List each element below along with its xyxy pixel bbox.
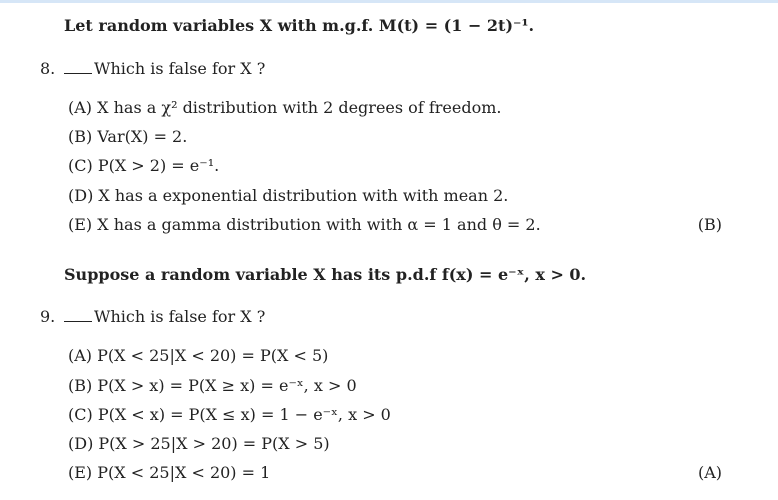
question-8-prompt-row <box>64 59 265 79</box>
q8-option-b: (B) Var(X) = 2. <box>68 127 188 146</box>
q9-option-b: (B) P(X > x) = P(X ≥ x) = e⁻ˣ, x > 0 <box>68 376 357 395</box>
question-number-9: 9. <box>40 307 56 326</box>
q8-option-c: (C) P(X > 2) = e⁻¹. <box>68 156 220 175</box>
question-number-8: 8. <box>40 59 56 78</box>
section-heading-mgf: Let random variables X with m.g.f. M(t) = (1 − 2t)⁻¹. <box>64 16 535 35</box>
q8-option-d: (D) X has a exponential distribution with with mean 2. <box>68 186 509 205</box>
q9-answer: (A) <box>697 463 722 482</box>
q9-option-c: (C) P(X < x) = P(X ≤ x) = 1 − e⁻ˣ, x > 0 <box>68 405 391 424</box>
q9-option-d: (D) P(X > 25|X > 20) = P(X > 5) <box>68 434 330 453</box>
q9-option-a: (A) P(X < 25|X < 20) = P(X < 5) <box>68 346 329 365</box>
question-9-prompt-row <box>64 307 265 327</box>
q9-option-e: (E) P(X < 25|X < 20) = 1 <box>68 463 271 482</box>
answer-blank-9 <box>64 320 92 322</box>
section-heading-pdf: Suppose a random variable X has its p.d.f f(x) = e⁻ˣ, x > 0. <box>64 265 587 284</box>
q8-answer: (B) <box>697 215 722 234</box>
q8-option-a: (A) X has a χ² distribution with 2 degrees of freedom. <box>68 98 502 117</box>
q8-option-e: (E) X has a gamma distribution with with α = 1 and θ = 2. <box>68 215 541 234</box>
top-accent-bar <box>0 0 778 3</box>
question-9-prompt: Which is false for X ? <box>94 307 266 326</box>
question-8-prompt: Which is false for X ? <box>94 59 266 78</box>
answer-blank-8 <box>64 72 92 74</box>
